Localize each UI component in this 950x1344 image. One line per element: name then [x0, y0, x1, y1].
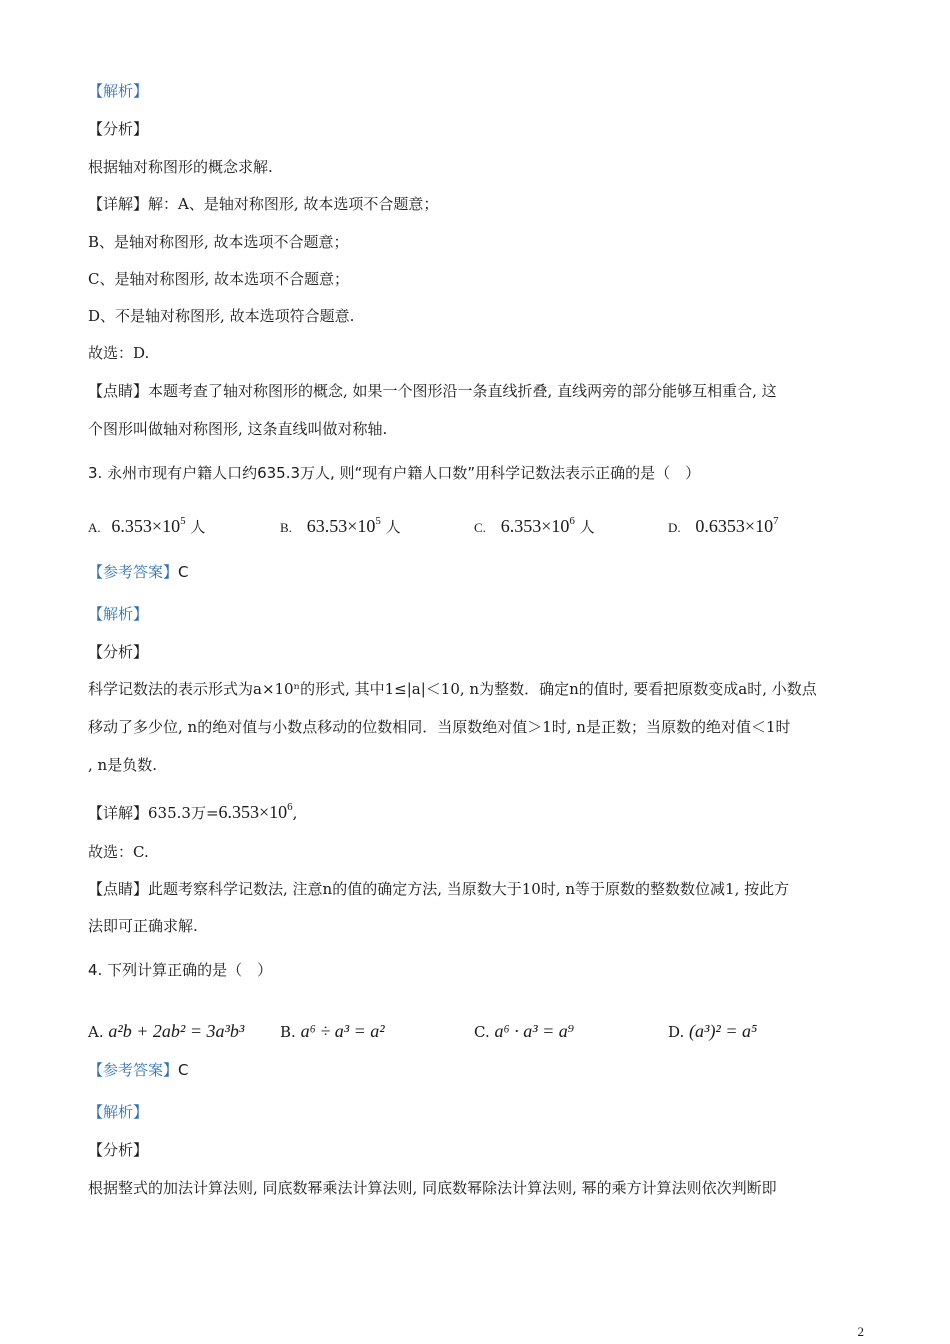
detail-line: B、是轴对称图形, 故本选项不合题意；	[88, 233, 349, 251]
fenxi-tag: 【分析】	[88, 120, 149, 138]
answer-line	[88, 1060, 862, 1080]
fenxi-text: 根据轴对称图形的概念求解.	[88, 158, 273, 176]
detail-line: C、是轴对称图形, 故本选项不合题意；	[88, 270, 350, 288]
detail-prefix: 【详解】635.3万=	[88, 804, 219, 822]
analysis-tag: 【解析】	[88, 1103, 149, 1121]
option-label: B.	[280, 520, 292, 535]
dianjing-line: 【点睛】本题考查了轴对称图形的概念, 如果一个图形沿一条直线折叠, 直线两旁的部分能够互相重合, 这	[88, 382, 777, 400]
q3-option-b	[280, 515, 401, 537]
q3-option-c	[474, 515, 595, 537]
option-base: 6.353×10	[500, 516, 570, 536]
choice-text: 故选：C.	[88, 843, 149, 861]
analysis-tag: 【解析】	[88, 82, 149, 100]
option-label: C.	[474, 1023, 490, 1041]
answer-line	[88, 562, 862, 582]
fenxi-line: 根据整式的加法计算法则, 同底数幂乘法计算法则, 同底数幂除法计算法则, 幂的乘方计算法则依次判断即	[88, 1179, 777, 1197]
dianjing-line: 个图形叫做轴对称图形, 这条直线叫做对称轴.	[88, 420, 388, 438]
option-unit: 人	[579, 518, 595, 536]
option-exp: 7	[773, 515, 779, 527]
option-unit: 人	[385, 518, 401, 536]
option-expr: (a³)² = a⁵	[689, 1021, 758, 1041]
option-base: 6.353×10	[111, 516, 181, 536]
choice-text: 故选：D.	[88, 344, 150, 362]
q4-option-b	[280, 1021, 385, 1042]
dianjing-line: 【点睛】此题考察科学记数法, 注意n的值的确定方法, 当原数大于10时, n等于原数的整数数位减1, 按此方	[88, 880, 790, 898]
detail-suffix: ,	[292, 804, 298, 822]
q4-option-c	[474, 1021, 574, 1042]
detail-line: D、不是轴对称图形, 故本选项符合题意.	[88, 307, 355, 325]
fenxi-tag: 【分析】	[88, 643, 149, 661]
answer-tag: 【参考答案】	[88, 563, 179, 581]
question-stem: 4. 下列计算正确的是（ ）	[88, 961, 273, 979]
option-base: 0.6353×10	[695, 516, 774, 536]
q3-options	[88, 507, 868, 537]
q3-option-d	[668, 515, 779, 537]
option-exp: 5	[375, 515, 381, 527]
option-exp: 6	[569, 515, 575, 527]
answer-value: C	[178, 563, 189, 581]
detail-line	[88, 797, 862, 823]
answer-tag: 【参考答案】	[88, 1061, 179, 1079]
option-base: 63.53×10	[306, 516, 376, 536]
fenxi-line: , n是负数.	[88, 756, 157, 774]
option-label: D.	[668, 1023, 685, 1041]
fenxi-line: 移动了多少位, n的绝对值与小数点移动的位数相同．当原数绝对值＞1时, n是正数；当原数的绝对值＜1时	[88, 718, 791, 736]
q4-option-d	[668, 1021, 757, 1042]
option-label: D.	[668, 520, 681, 535]
q3-option-a	[88, 515, 205, 537]
option-label: A.	[88, 1023, 104, 1041]
detail-line: 【详解】解：A、是轴对称图形, 故本选项不合题意；	[88, 195, 439, 213]
q4-option-a	[88, 1021, 244, 1042]
detail-base: 6.353×10	[218, 802, 288, 822]
option-exp: 5	[180, 515, 186, 527]
option-unit: 人	[190, 518, 206, 536]
question-stem: 3. 永州市现有户籍人口约635.3万人, 则“现有户籍人口数”用科学记数法表示正确的是（ ）	[88, 464, 701, 482]
fenxi-line: 科学记数法的表示形式为a×10ⁿ的形式, 其中1≤|a|＜10, n为整数．确定n的值时, 要看把原数变成a时, 小数点	[88, 680, 817, 698]
option-expr: a⁶ · a³ = a⁹	[494, 1021, 575, 1041]
fenxi-tag: 【分析】	[88, 1141, 149, 1159]
answer-value: C	[178, 1061, 189, 1079]
dianjing-line: 法即可正确求解.	[88, 917, 198, 935]
page-number: 2	[857, 1324, 864, 1339]
option-expr: a²b + 2ab² = 3a³b³	[108, 1021, 245, 1041]
analysis-tag: 【解析】	[88, 605, 149, 623]
option-label: C.	[474, 520, 486, 535]
detail-exp: 6	[287, 801, 293, 813]
option-label: B.	[280, 1023, 296, 1041]
option-label: A.	[88, 520, 101, 535]
q4-options	[88, 1012, 868, 1042]
option-expr: a⁶ ÷ a³ = a²	[300, 1021, 385, 1041]
